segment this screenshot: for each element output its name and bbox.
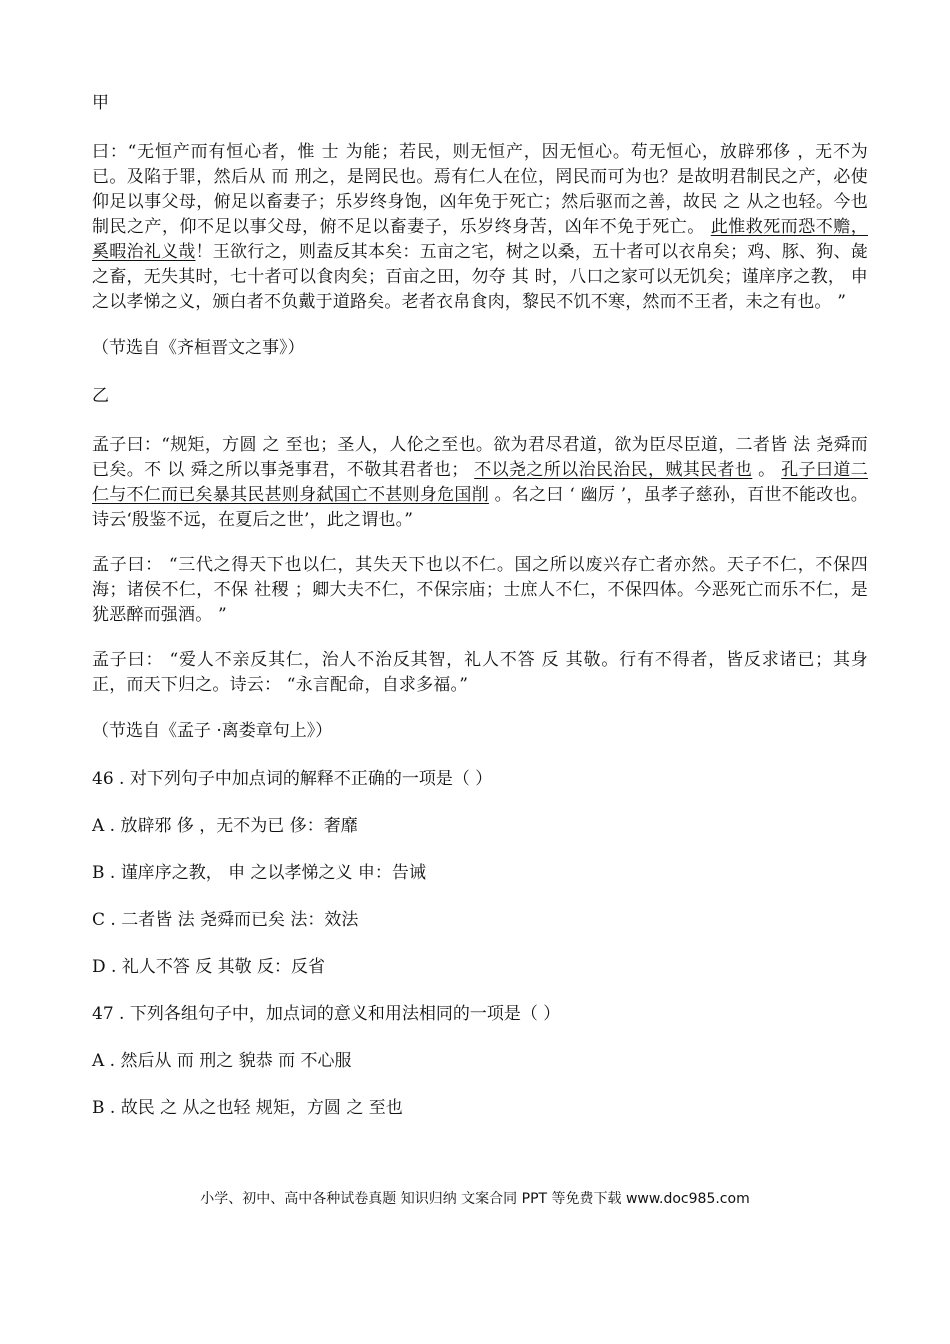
passage-b-text-mid: 。 [752, 460, 782, 480]
passage-b-paragraph-2: 孟子曰： “三代之得天下也以仁，其失天下也以不仁。国之所以废兴存亡者亦然。天子不仁，不保四海；诸侯不仁，不保 社稷 ；卿大夫不仁，不保宗庙；士庶人不仁，不保四体。今恶死亡而乐不仁，是犹恶醉而强酒。 ” [92, 555, 868, 625]
passage-b-paragraph-1 [92, 433, 868, 533]
footer-banner: 小学、初中、高中各种试卷真题 知识归纳 文案合同 PPT 等免费下载 www.doc985.com [200, 1191, 750, 1207]
passage-b-underlined-sentence-2: 孔子曰道二仁与不仁而已矣暴其民甚则身弑国亡不甚则身危国削 [92, 460, 868, 505]
question-47-option-a: A . 然后从 而 刑之 貌恭 而 不心服 [92, 1051, 352, 1071]
passage-b-text-2: 。名之曰 ‘ 幽厉 ’，虽孝子慈孙，百世不能改也。诗云‘殷鉴不远，在夏后之世’，此之谓也。” [92, 485, 868, 530]
passage-a-text-1: 曰：“无恒产而有恒心者，惟 士 为能；若民，则无恒产，因无恒心。苟无恒心，放辟邪侈 ，无不为已。及陷于罪，然后从 而 刑之，是罔民也。焉有仁人在位，罔民而可为也？是故明君制民之产，必使仰足以事父母，俯足以畜妻子；乐岁终身饱，凶年免于死亡；然后驱而之善，故民 之 从之也轻。今也制民之产，仰不足以事父母，俯不足以畜妻子，乐岁终身苦，凶年不免于死亡。 [92, 142, 868, 237]
question-46: 46 . 对下列句子中加点词的解释不正确的一项是（ ） [92, 769, 493, 789]
passage-a-source: （节选自《齐桓晋文之事》） [92, 338, 305, 358]
passage-b-underlined-sentence-1: 不以尧之所以治民治民，贼其民者也 [474, 460, 753, 480]
document-page [92, 90, 868, 1142]
passage-a-text-2: ！王欲行之，则盍反其本矣：五亩之宅，树之以桑，五十者可以衣帛矣；鸡、豚、狗、彘之畜，无失其时，七十者可以食肉矣；百亩之田，勿夺 其 时，八口之家可以无饥矣；谨庠序之教， 申 之以孝悌之义，颁白者不负戴于道路矣。老者衣帛食肉，黎民不饥不寒，然而不王者，未之有也。 ” [92, 242, 868, 312]
question-46-option-b: B . 谨庠序之教， 申 之以孝悌之义 申：告诫 [92, 863, 426, 883]
question-46-option-d: D . 礼人不答 反 其敬 反：反省 [92, 957, 326, 977]
passage-b-label: 乙 [92, 386, 109, 406]
passage-a-label: 甲 [92, 93, 109, 113]
question-46-option-c: C . 二者皆 法 尧舜而已矣 法：效法 [92, 910, 359, 930]
passage-a-paragraph [92, 140, 868, 315]
question-46-option-a: A . 放辟邪 侈 ，无不为已 侈：奢靡 [92, 816, 358, 836]
question-47: 47 . 下列各组句子中，加点词的意义和用法相同的一项是（ ） [92, 1004, 561, 1024]
passage-b-text-1: 孟子曰：“规矩，方圆 之 至也；圣人，人伦之至也。欲为君尽君道，欲为臣尽臣道，二者皆 法 尧舜而已矣。不 以 舜之所以事尧事君，不敬其君者也； [92, 435, 868, 480]
question-47-option-b: B . 故民 之 从之也轻 规矩，方圆 之 至也 [92, 1098, 403, 1118]
passage-a-underlined-sentence: 此惟救死而恐不赡，奚暇治礼义哉 [92, 217, 868, 262]
passage-b-paragraph-3: 孟子曰： “爱人不亲反其仁，治人不治反其智，礼人不答 反 其敬。行有不得者，皆反求诸已；其身正，而天下归之。诗云： “永言配命，自求多福。” [92, 650, 868, 695]
passage-b-source: （节选自《孟子 ·离娄章句上》） [92, 721, 333, 741]
